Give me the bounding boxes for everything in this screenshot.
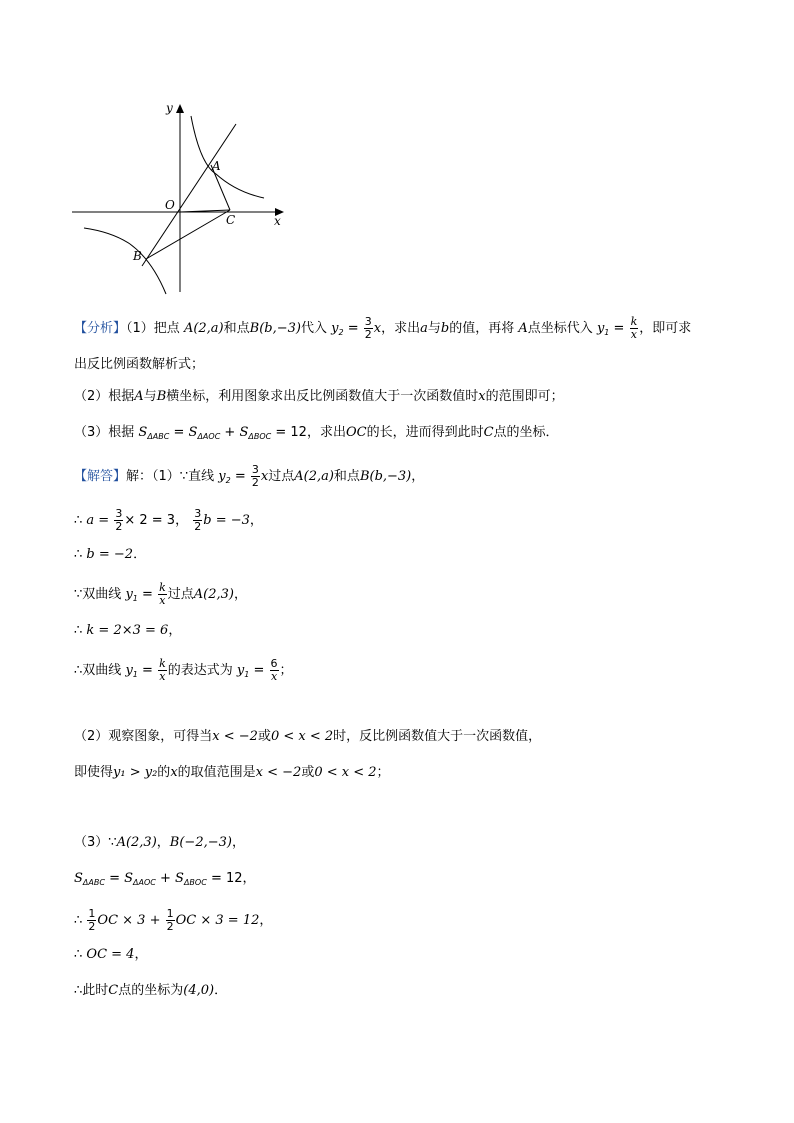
text: 时，反比例函数值大于一次函数值， bbox=[333, 729, 542, 744]
math-C: C bbox=[108, 983, 119, 998]
solution-line-6 bbox=[74, 658, 293, 684]
math-oc: OC bbox=[345, 425, 367, 440]
label-a: A bbox=[212, 159, 221, 173]
solution-part2-line-1 bbox=[74, 728, 541, 746]
math-b: b bbox=[440, 321, 450, 336]
text: ， bbox=[249, 513, 263, 528]
solution-part3-line-2 bbox=[74, 870, 256, 892]
text: （3） bbox=[74, 835, 109, 850]
math-y1: y bbox=[596, 321, 605, 336]
text: ， bbox=[134, 947, 148, 962]
text: 或 bbox=[301, 765, 315, 780]
math-s: S bbox=[239, 425, 249, 440]
text: （2）根据 bbox=[74, 389, 135, 404]
text: ，即可求 bbox=[639, 321, 692, 336]
text: （3）根据 bbox=[74, 425, 135, 440]
because-symbol: ∵ bbox=[74, 587, 83, 602]
text: 即使得 bbox=[74, 765, 114, 780]
text: ， bbox=[233, 587, 247, 602]
text: ． bbox=[214, 983, 228, 998]
math-eq: = bbox=[109, 871, 120, 886]
math-b-eq: b = −3 bbox=[203, 513, 250, 528]
math-eq: = bbox=[234, 469, 246, 484]
label-c: C bbox=[226, 213, 236, 227]
math-k-eq: k = 2×3 = 6 bbox=[86, 623, 169, 638]
math-s: S bbox=[188, 425, 198, 440]
text: ，求出 bbox=[306, 425, 346, 440]
analysis-line-2 bbox=[74, 388, 564, 406]
therefore-symbol: ∴ bbox=[74, 913, 83, 928]
analysis-bracket: 【分析】 bbox=[74, 321, 127, 336]
math-A: A bbox=[518, 321, 528, 336]
text: 或 bbox=[257, 729, 271, 744]
math-y1: y bbox=[125, 663, 133, 678]
math-s: S bbox=[175, 871, 184, 886]
math-eq: = bbox=[347, 321, 359, 336]
math-eq: = bbox=[253, 663, 265, 678]
therefore-symbol: ∴ bbox=[74, 947, 83, 962]
therefore-symbol: ∴ bbox=[74, 513, 83, 528]
text: 的表达式为 bbox=[167, 663, 233, 678]
solution-part2-line-2 bbox=[74, 764, 390, 782]
text: 点坐标代入 bbox=[527, 321, 593, 336]
math-b-eq: b = −2 bbox=[86, 547, 134, 562]
fraction-k-x: $\frac{k}{x}$ bbox=[630, 315, 638, 341]
text: 和点 bbox=[223, 321, 250, 336]
text: 直线 bbox=[188, 469, 215, 484]
text: ， bbox=[411, 469, 425, 484]
math-eq: = bbox=[142, 663, 153, 678]
math-a-eq: a = bbox=[86, 513, 110, 528]
text: 的 bbox=[157, 765, 171, 780]
math-sub: ΔAOC bbox=[133, 878, 156, 887]
text: 代入 bbox=[300, 321, 327, 336]
analysis-line-3 bbox=[74, 424, 559, 446]
math-point-b: B(b,−3) bbox=[359, 469, 412, 484]
math-point-a: A(2,a) bbox=[294, 469, 334, 484]
solution-bracket: 【解答】 bbox=[74, 469, 127, 484]
solution-line-5 bbox=[74, 622, 181, 640]
math-ineq: 0 < x < 2 bbox=[270, 729, 334, 744]
math-y1: y bbox=[125, 587, 133, 602]
text: ，求出 bbox=[381, 321, 421, 336]
math-s: S bbox=[124, 871, 134, 886]
text: 过点 bbox=[268, 469, 295, 484]
math-eq: = bbox=[173, 425, 185, 440]
text: ． bbox=[133, 547, 147, 562]
text: 的值，再将 bbox=[449, 321, 515, 336]
math-y1: y bbox=[236, 663, 245, 678]
math-x: x bbox=[170, 765, 178, 780]
math-expr: OC × 3 + bbox=[97, 913, 161, 928]
math-eq: = bbox=[142, 587, 153, 602]
analysis-line-1-cont bbox=[74, 356, 204, 374]
math-eq12: = 12 bbox=[210, 871, 243, 886]
text: ， bbox=[231, 835, 245, 850]
text: ， bbox=[156, 835, 170, 850]
text: ， bbox=[168, 623, 182, 638]
solution-part3-line-5 bbox=[74, 982, 227, 1000]
math-point-a23: A(2,3) bbox=[116, 835, 157, 850]
text: 点的坐标为 bbox=[118, 983, 184, 998]
math-a: a bbox=[420, 321, 428, 336]
coordinate-figure bbox=[66, 96, 296, 300]
fraction-3-2: $\frac{3}{2}$ bbox=[364, 315, 372, 341]
because-symbol: ∵ bbox=[179, 469, 189, 484]
fraction-1-2: $\frac{1}{2}$ bbox=[166, 907, 174, 933]
math-x: x bbox=[373, 321, 382, 336]
math-ineq: x < −2 bbox=[212, 729, 258, 744]
analysis-line-1 bbox=[74, 316, 691, 342]
math-sub: ΔABC bbox=[147, 432, 170, 441]
math-sub: ΔAOC bbox=[197, 432, 221, 441]
label-y: y bbox=[166, 101, 173, 115]
fraction-6-x: $\frac{6}{x}$ bbox=[270, 657, 278, 683]
math-times: × 2 = 3 bbox=[124, 513, 176, 528]
math-eq12: = 12 bbox=[275, 425, 307, 440]
fraction-3-2: $\frac{3}{2}$ bbox=[251, 463, 259, 489]
math-sub: 1 bbox=[132, 670, 138, 679]
fraction-3-2: $\frac{3}{2}$ bbox=[194, 507, 202, 533]
math-y2: y bbox=[218, 469, 226, 484]
math-sub: ΔABC bbox=[82, 878, 105, 887]
solution-part3-line-1 bbox=[74, 834, 245, 852]
therefore-symbol: ∴ bbox=[74, 547, 83, 562]
solution-line-3 bbox=[74, 546, 146, 564]
text: （2）观察图象，可得当 bbox=[74, 729, 213, 744]
text: ， bbox=[175, 513, 189, 528]
math-s: S bbox=[138, 425, 148, 440]
text: 横坐标，利用图象求出反比例函数值大于一次函数值时 bbox=[166, 389, 479, 404]
solution-line-4 bbox=[74, 582, 247, 608]
text: 出反比例函数解析式； bbox=[74, 357, 205, 372]
text: 的取值范围是 bbox=[177, 765, 256, 780]
text: 此时 bbox=[82, 983, 109, 998]
math-expr: OC × 3 = 12 bbox=[175, 913, 260, 928]
math-A: A bbox=[134, 389, 144, 404]
math-plus: + bbox=[160, 871, 171, 886]
math-sub: ΔBOC bbox=[248, 432, 272, 441]
label-b: B bbox=[133, 249, 142, 263]
math-x: x bbox=[260, 469, 269, 484]
hyperbola-upper-branch bbox=[191, 116, 264, 198]
text: 解：（1） bbox=[126, 469, 180, 484]
math-ineq: x < −2 bbox=[255, 765, 302, 780]
text: 的范围即可； bbox=[485, 389, 564, 404]
math-point-c: (4,0) bbox=[183, 983, 215, 998]
fraction-1-2: $\frac{1}{2}$ bbox=[88, 907, 96, 933]
line-ab bbox=[142, 124, 236, 266]
because-symbol: ∵ bbox=[108, 835, 117, 850]
math-sub: 2 bbox=[338, 328, 344, 337]
label-x: x bbox=[274, 214, 281, 228]
text: ， bbox=[242, 871, 256, 886]
math-sub: 1 bbox=[604, 328, 610, 337]
solution-part3-line-4 bbox=[74, 946, 147, 964]
math-B: B bbox=[156, 389, 167, 404]
math-eq: = bbox=[613, 321, 625, 336]
text: 和点 bbox=[333, 469, 360, 484]
math-ineq: 0 < x < 2 bbox=[314, 765, 377, 780]
math-sub: 1 bbox=[132, 594, 138, 603]
fraction-3-2: $\frac{3}{2}$ bbox=[115, 507, 123, 533]
fraction-k-x: $\frac{k}{x}$ bbox=[159, 581, 166, 607]
text: （1）把点 bbox=[126, 321, 180, 336]
solution-line-1 bbox=[74, 464, 424, 490]
hyperbola-lower-branch bbox=[84, 228, 166, 294]
y-axis-arrow bbox=[176, 104, 184, 113]
fraction-k-x: $\frac{k}{x}$ bbox=[159, 657, 166, 683]
text: ； bbox=[279, 663, 293, 678]
math-sub: ΔBOC bbox=[183, 878, 207, 887]
math-x: x bbox=[478, 389, 486, 404]
math-point-a: A(2,a) bbox=[183, 321, 224, 336]
math-y2: y bbox=[331, 321, 339, 336]
math-sub: 1 bbox=[244, 670, 250, 679]
segment-bc bbox=[146, 210, 230, 259]
math-sub: 2 bbox=[225, 476, 231, 485]
text: 点的坐标． bbox=[493, 425, 559, 440]
math-point-b: B(−2,−3) bbox=[169, 835, 232, 850]
math-ineq: y₁ > y₂ bbox=[113, 765, 158, 780]
math-point-a23: A(2,3) bbox=[193, 587, 234, 602]
text: ； bbox=[376, 765, 390, 780]
solution-line-2 bbox=[74, 508, 263, 533]
math-point-b: B(b,−3) bbox=[249, 321, 301, 336]
math-s: S bbox=[74, 871, 83, 886]
text: 双曲线 bbox=[82, 587, 122, 602]
therefore-symbol: ∴ bbox=[74, 663, 83, 678]
therefore-symbol: ∴ bbox=[74, 983, 83, 998]
label-o: O bbox=[165, 198, 175, 212]
math-plus: + bbox=[224, 425, 236, 440]
text: 的长，进而得到此时 bbox=[366, 425, 484, 440]
text: 与 bbox=[427, 321, 441, 336]
text: 与 bbox=[143, 389, 157, 404]
text: ， bbox=[259, 913, 273, 928]
text: 双曲线 bbox=[82, 663, 122, 678]
solution-part3-line-3 bbox=[74, 908, 272, 933]
text: 过点 bbox=[167, 587, 194, 602]
math-oc-eq: OC = 4 bbox=[86, 947, 135, 962]
math-C: C bbox=[483, 425, 494, 440]
therefore-symbol: ∴ bbox=[74, 623, 83, 638]
